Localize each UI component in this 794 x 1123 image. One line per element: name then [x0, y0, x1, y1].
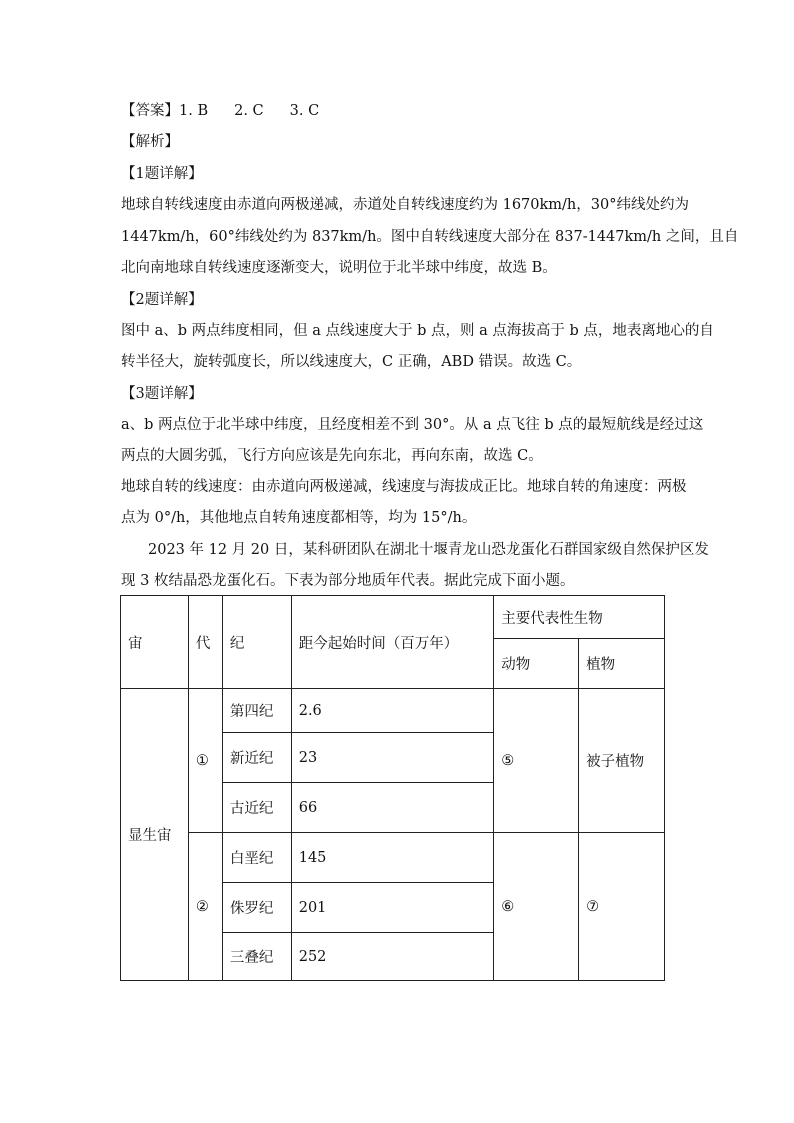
q3-line-1: a、b 两点位于北半球中纬度，且经度相差不到 30°。从 a 点飞往 b 点的最短航线是经过这	[121, 417, 704, 433]
period-cell: 古近纪	[222, 783, 291, 833]
q3-line-3: 地球自转的线速度：由赤道向两极递减，线速度与海拔成正比。地球自转的角速度：两极	[121, 479, 687, 495]
header-animals: 动物	[494, 639, 579, 689]
table-row	[121, 833, 665, 883]
header-organisms: 主要代表性生物	[494, 596, 665, 639]
time-cell: 201	[291, 883, 494, 933]
answer-1: 1. B	[179, 103, 209, 119]
answer-label: 【答案】	[121, 103, 179, 119]
intro-line-1: 2023 年 12 月 20 日，某科研团队在湖北十堰青龙山恐龙蛋化石群国家级自然保护区发	[148, 542, 709, 558]
time-cell: 66	[291, 783, 494, 833]
q1-heading: 【1题详解】	[121, 166, 203, 182]
q3-heading: 【3题详解】	[121, 386, 203, 402]
q2-line-2: 转半径大，旋转弧度长，所以线速度大，C 正确，ABD 错误。故选 C。	[121, 354, 582, 370]
eon-cell: 显生宙	[121, 689, 189, 981]
time-cell: 252	[291, 933, 494, 981]
answer-2: 2. C	[234, 103, 264, 119]
period-cell: 三叠纪	[222, 933, 291, 981]
answer-line	[121, 101, 319, 121]
animal-cell-1: ⑤	[494, 689, 579, 833]
period-cell: 白垩纪	[222, 833, 291, 883]
header-plants: 植物	[579, 639, 665, 689]
period-cell: 第四纪	[222, 689, 291, 733]
period-cell: 侏罗纪	[222, 883, 291, 933]
era-cell-2: ②	[188, 833, 222, 981]
table-row	[121, 689, 665, 733]
header-era: 代	[188, 596, 222, 689]
era-cell-1: ①	[188, 689, 222, 833]
answer-3: 3. C	[289, 103, 320, 119]
q3-line-2: 两点的大圆劣弧，飞行方向应该是先向东北，再向东南，故选 C。	[121, 448, 543, 464]
analysis-heading: 【解析】	[121, 134, 179, 150]
time-cell: 145	[291, 833, 494, 883]
geologic-time-table	[120, 595, 665, 981]
period-cell: 新近纪	[222, 733, 291, 783]
q3-line-4: 点为 0°/h，其他地点自转角速度都相等，均为 15°/h。	[121, 510, 477, 526]
q1-line-1: 地球自转线速度由赤道向两极递减，赤道处自转线速度约为 1670km/h，30°纬线处约为	[121, 197, 689, 213]
intro-line-2: 现 3 枚结晶恐龙蛋化石。下表为部分地质年代表。据此完成下面小题。	[121, 573, 575, 589]
plant-cell-1: 被子植物	[579, 689, 665, 833]
time-cell: 23	[291, 733, 494, 783]
header-eon: 宙	[121, 596, 189, 689]
plant-cell-2: ⑦	[579, 833, 665, 981]
header-time: 距今起始时间（百万年）	[291, 596, 494, 689]
animal-cell-2: ⑥	[494, 833, 579, 981]
q1-line-2: 1447km/h，60°纬线处约为 837km/h。图中自转线速度大部分在 837-1447km/h 之间，且自	[121, 229, 739, 245]
q2-line-1: 图中 a、b 两点纬度相同，但 a 点线速度大于 b 点，则 a 点海拔高于 b 点，地表离地心的自	[121, 323, 714, 339]
header-period: 纪	[222, 596, 291, 689]
time-cell: 2.6	[291, 689, 494, 733]
q1-line-3: 北向南地球自转线速度逐渐变大，说明位于北半球中纬度，故选 B。	[121, 260, 557, 276]
q2-heading: 【2题详解】	[121, 292, 203, 308]
table-header-row	[121, 596, 665, 639]
